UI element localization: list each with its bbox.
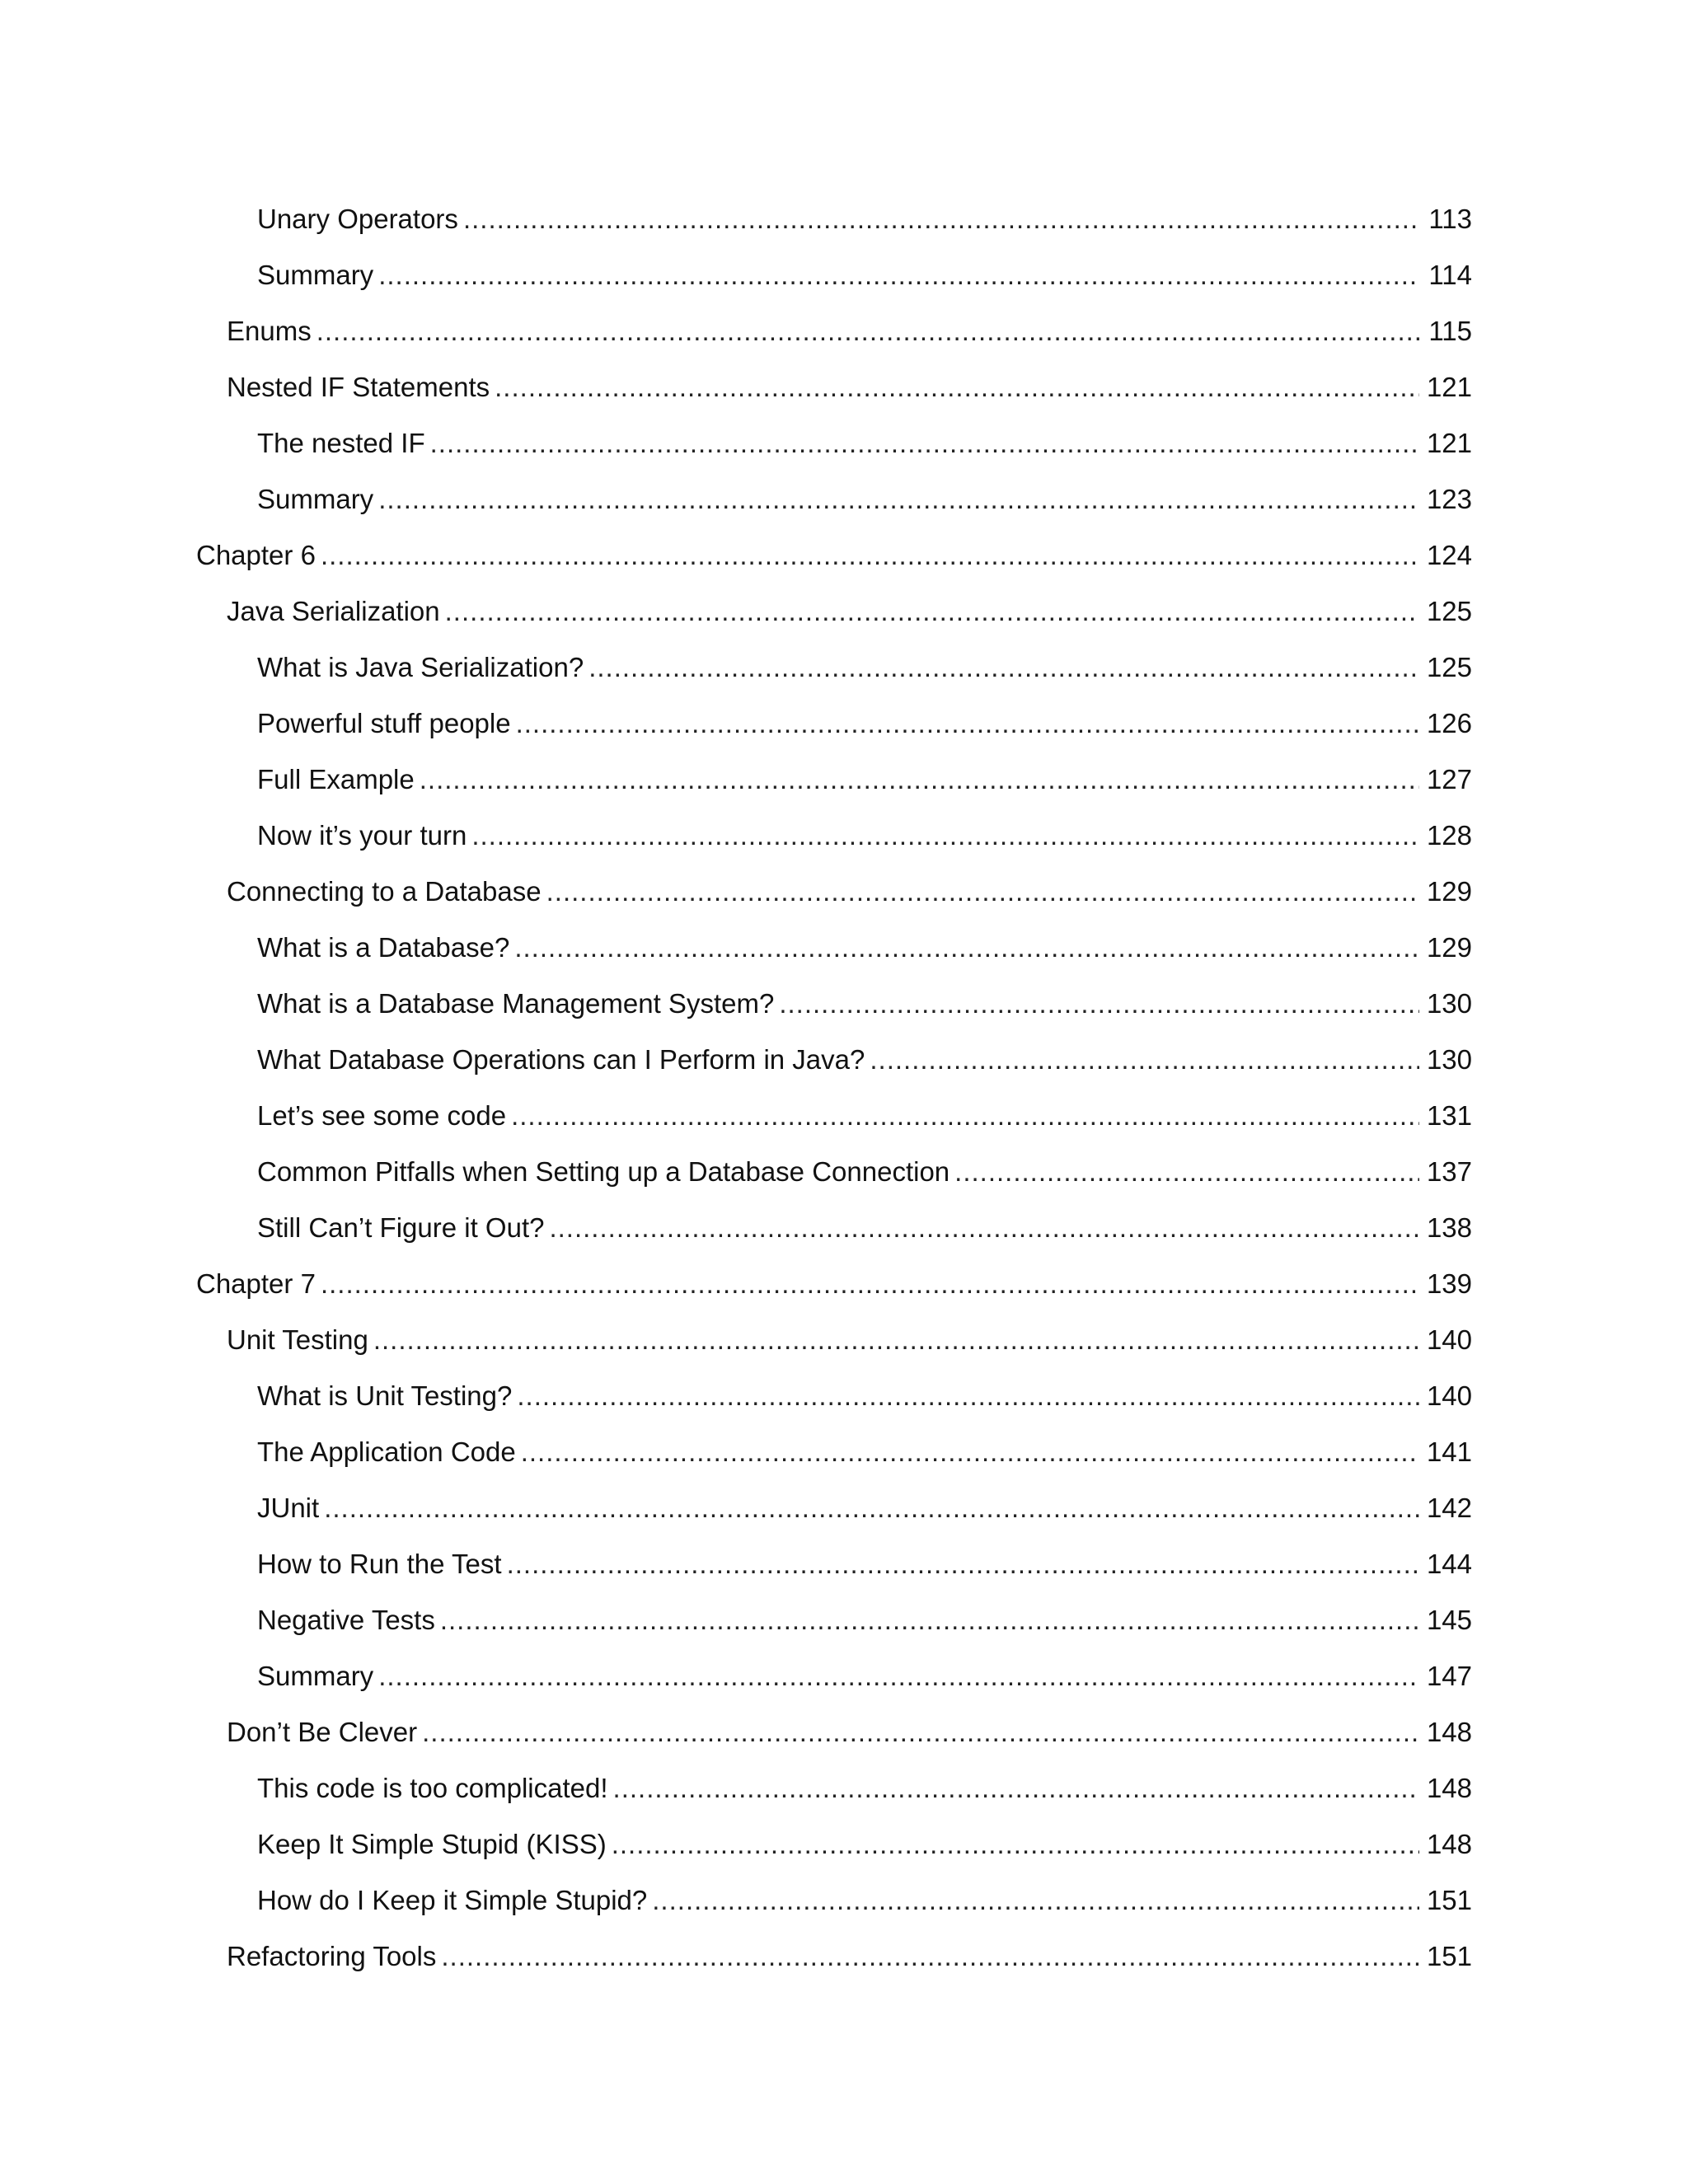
toc-dot-leader xyxy=(430,415,1419,471)
toc-entry-page-number: 129 xyxy=(1426,932,1472,963)
toc-entry-page-number: 142 xyxy=(1426,1493,1472,1523)
toc-entry-page-number: 148 xyxy=(1426,1717,1472,1747)
toc-entry-title: Nested IF Statements xyxy=(227,372,490,402)
toc-entry-title: This code is too complicated! xyxy=(257,1773,608,1803)
toc-entry-title: Summary xyxy=(257,260,374,290)
toc-dot-leader xyxy=(373,1312,1419,1368)
toc-entry xyxy=(196,303,1472,359)
toc-dot-leader xyxy=(954,1144,1419,1200)
toc-dot-leader xyxy=(321,1256,1419,1312)
toc-entry-title: Refactoring Tools xyxy=(227,1941,437,1971)
toc-dot-leader xyxy=(870,1032,1419,1088)
toc-entry-page-number: 126 xyxy=(1426,708,1472,738)
toc-dot-leader xyxy=(517,1368,1419,1424)
toc-entry xyxy=(196,1088,1472,1144)
toc-entry xyxy=(196,359,1472,415)
toc-entry-page-number: 138 xyxy=(1426,1212,1472,1243)
toc-entry-title: What is a Database Management System? xyxy=(257,988,775,1019)
toc-entry-title: Enums xyxy=(227,316,312,346)
toc-entry-title: Java Serialization xyxy=(227,596,440,626)
toc-entry-page-number: 131 xyxy=(1426,1100,1472,1131)
toc-dot-leader xyxy=(588,640,1419,696)
toc-entry xyxy=(196,1816,1472,1872)
toc-entry-title: Summary xyxy=(257,1661,374,1691)
toc-entry-title: Common Pitfalls when Setting up a Database Connection xyxy=(257,1156,950,1187)
toc-entry xyxy=(196,1312,1472,1368)
toc-entry xyxy=(196,1032,1472,1088)
toc-entry-title: What Database Operations can I Perform in Java? xyxy=(257,1044,865,1075)
toc-entry-title: Summary xyxy=(257,484,374,514)
toc-entry xyxy=(196,1200,1472,1256)
toc-entry-page-number: 147 xyxy=(1426,1661,1472,1691)
toc-entry-page-number: 144 xyxy=(1426,1549,1472,1579)
toc-entry xyxy=(196,1480,1472,1536)
toc-entry-page-number: 129 xyxy=(1426,876,1472,907)
toc-entry-title: Powerful stuff people xyxy=(257,708,511,738)
toc-entry-title: How to Run the Test xyxy=(257,1549,502,1579)
toc-dot-leader xyxy=(507,1536,1419,1592)
toc-entry-title: Chapter 7 xyxy=(196,1268,316,1299)
toc-entry xyxy=(196,471,1472,527)
toc-entry-page-number: 113 xyxy=(1428,204,1472,234)
toc-entry-title: How do I Keep it Simple Stupid? xyxy=(257,1885,648,1915)
toc-dot-leader xyxy=(316,303,1419,359)
toc-entry-title: The Application Code xyxy=(257,1436,516,1467)
toc-entry-page-number: 125 xyxy=(1426,596,1472,626)
toc-entry-page-number: 130 xyxy=(1426,988,1472,1019)
toc-entry xyxy=(196,1648,1472,1704)
toc-entry xyxy=(196,247,1472,303)
toc-entry-page-number: 145 xyxy=(1426,1605,1472,1635)
toc-entry xyxy=(196,1929,1472,1985)
toc-entry-page-number: 114 xyxy=(1428,260,1472,290)
toc-entry xyxy=(196,1704,1472,1760)
toc-dot-leader xyxy=(549,1200,1419,1256)
toc-dot-leader xyxy=(546,864,1419,920)
toc-entry-page-number: 151 xyxy=(1426,1941,1472,1971)
toc-entry-page-number: 121 xyxy=(1426,372,1472,402)
toc-entry-page-number: 128 xyxy=(1426,820,1472,851)
toc-entry-title: What is Unit Testing? xyxy=(257,1380,513,1411)
toc-entry-title: Don’t Be Clever xyxy=(227,1717,418,1747)
toc-entry xyxy=(196,415,1472,471)
table-of-contents xyxy=(196,191,1472,1985)
toc-entry-page-number: 124 xyxy=(1426,540,1472,570)
toc-entry xyxy=(196,1256,1472,1312)
toc-dot-leader xyxy=(463,191,1419,247)
toc-dot-leader xyxy=(613,1760,1419,1816)
toc-entry-page-number: 115 xyxy=(1428,316,1472,346)
toc-dot-leader xyxy=(445,583,1419,640)
toc-entry-page-number: 140 xyxy=(1426,1324,1472,1355)
toc-entry-page-number: 141 xyxy=(1426,1436,1472,1467)
toc-entry-title: Chapter 6 xyxy=(196,540,316,570)
toc-entry xyxy=(196,976,1472,1032)
toc-entry-title: What is Java Serialization? xyxy=(257,652,584,682)
toc-dot-leader xyxy=(441,1929,1419,1985)
toc-entry-page-number: 139 xyxy=(1426,1268,1472,1299)
toc-entry xyxy=(196,1368,1472,1424)
toc-entry-page-number: 125 xyxy=(1426,652,1472,682)
toc-dot-leader xyxy=(321,527,1419,583)
toc-entry-title: JUnit xyxy=(257,1493,320,1523)
toc-entry-title: Unit Testing xyxy=(227,1324,368,1355)
toc-dot-leader xyxy=(521,1424,1419,1480)
toc-entry xyxy=(196,1424,1472,1480)
toc-entry xyxy=(196,1536,1472,1592)
toc-dot-leader xyxy=(779,976,1419,1032)
toc-entry xyxy=(196,864,1472,920)
toc-dot-leader xyxy=(612,1816,1419,1872)
toc-entry-title: Full Example xyxy=(257,764,415,794)
toc-dot-leader xyxy=(378,1648,1419,1704)
toc-dot-leader xyxy=(324,1480,1419,1536)
toc-entry-page-number: 121 xyxy=(1426,428,1472,458)
toc-entry-title: Now it’s your turn xyxy=(257,820,467,851)
toc-entry xyxy=(196,1592,1472,1648)
toc-entry-title: What is a Database? xyxy=(257,932,510,963)
toc-entry-title: Negative Tests xyxy=(257,1605,435,1635)
toc-entry xyxy=(196,808,1472,864)
toc-entry-title: Unary Operators xyxy=(257,204,458,234)
toc-entry-page-number: 151 xyxy=(1426,1885,1472,1915)
toc-dot-leader xyxy=(471,808,1419,864)
toc-entry xyxy=(196,920,1472,976)
toc-entry-page-number: 140 xyxy=(1426,1380,1472,1411)
toc-dot-leader xyxy=(440,1592,1419,1648)
toc-dot-leader xyxy=(378,471,1419,527)
toc-entry xyxy=(196,1872,1472,1929)
toc-entry xyxy=(196,1760,1472,1816)
toc-dot-leader xyxy=(511,1088,1419,1144)
toc-entry-page-number: 127 xyxy=(1426,764,1472,794)
toc-entry-title: Let’s see some code xyxy=(257,1100,507,1131)
toc-entry xyxy=(196,583,1472,640)
toc-dot-leader xyxy=(495,359,1419,415)
toc-entry-page-number: 148 xyxy=(1426,1773,1472,1803)
toc-dot-leader xyxy=(514,920,1419,976)
toc-entry xyxy=(196,696,1472,752)
toc-entry-title: Still Can’t Figure it Out? xyxy=(257,1212,545,1243)
toc-entry-page-number: 123 xyxy=(1426,484,1472,514)
toc-entry-page-number: 130 xyxy=(1426,1044,1472,1075)
toc-entry-title: The nested IF xyxy=(257,428,425,458)
toc-entry xyxy=(196,752,1472,808)
toc-dot-leader xyxy=(422,1704,1419,1760)
toc-entry xyxy=(196,640,1472,696)
toc-entry-title: Connecting to a Database xyxy=(227,876,542,907)
toc-dot-leader xyxy=(378,247,1419,303)
toc-dot-leader xyxy=(652,1872,1419,1929)
toc-entry-title: Keep It Simple Stupid (KISS) xyxy=(257,1829,607,1859)
toc-entry-page-number: 148 xyxy=(1426,1829,1472,1859)
toc-entry xyxy=(196,527,1472,583)
toc-entry xyxy=(196,191,1472,247)
toc-entry-page-number: 137 xyxy=(1426,1156,1472,1187)
toc-dot-leader xyxy=(516,696,1419,752)
toc-entry xyxy=(196,1144,1472,1200)
toc-dot-leader xyxy=(420,752,1419,808)
